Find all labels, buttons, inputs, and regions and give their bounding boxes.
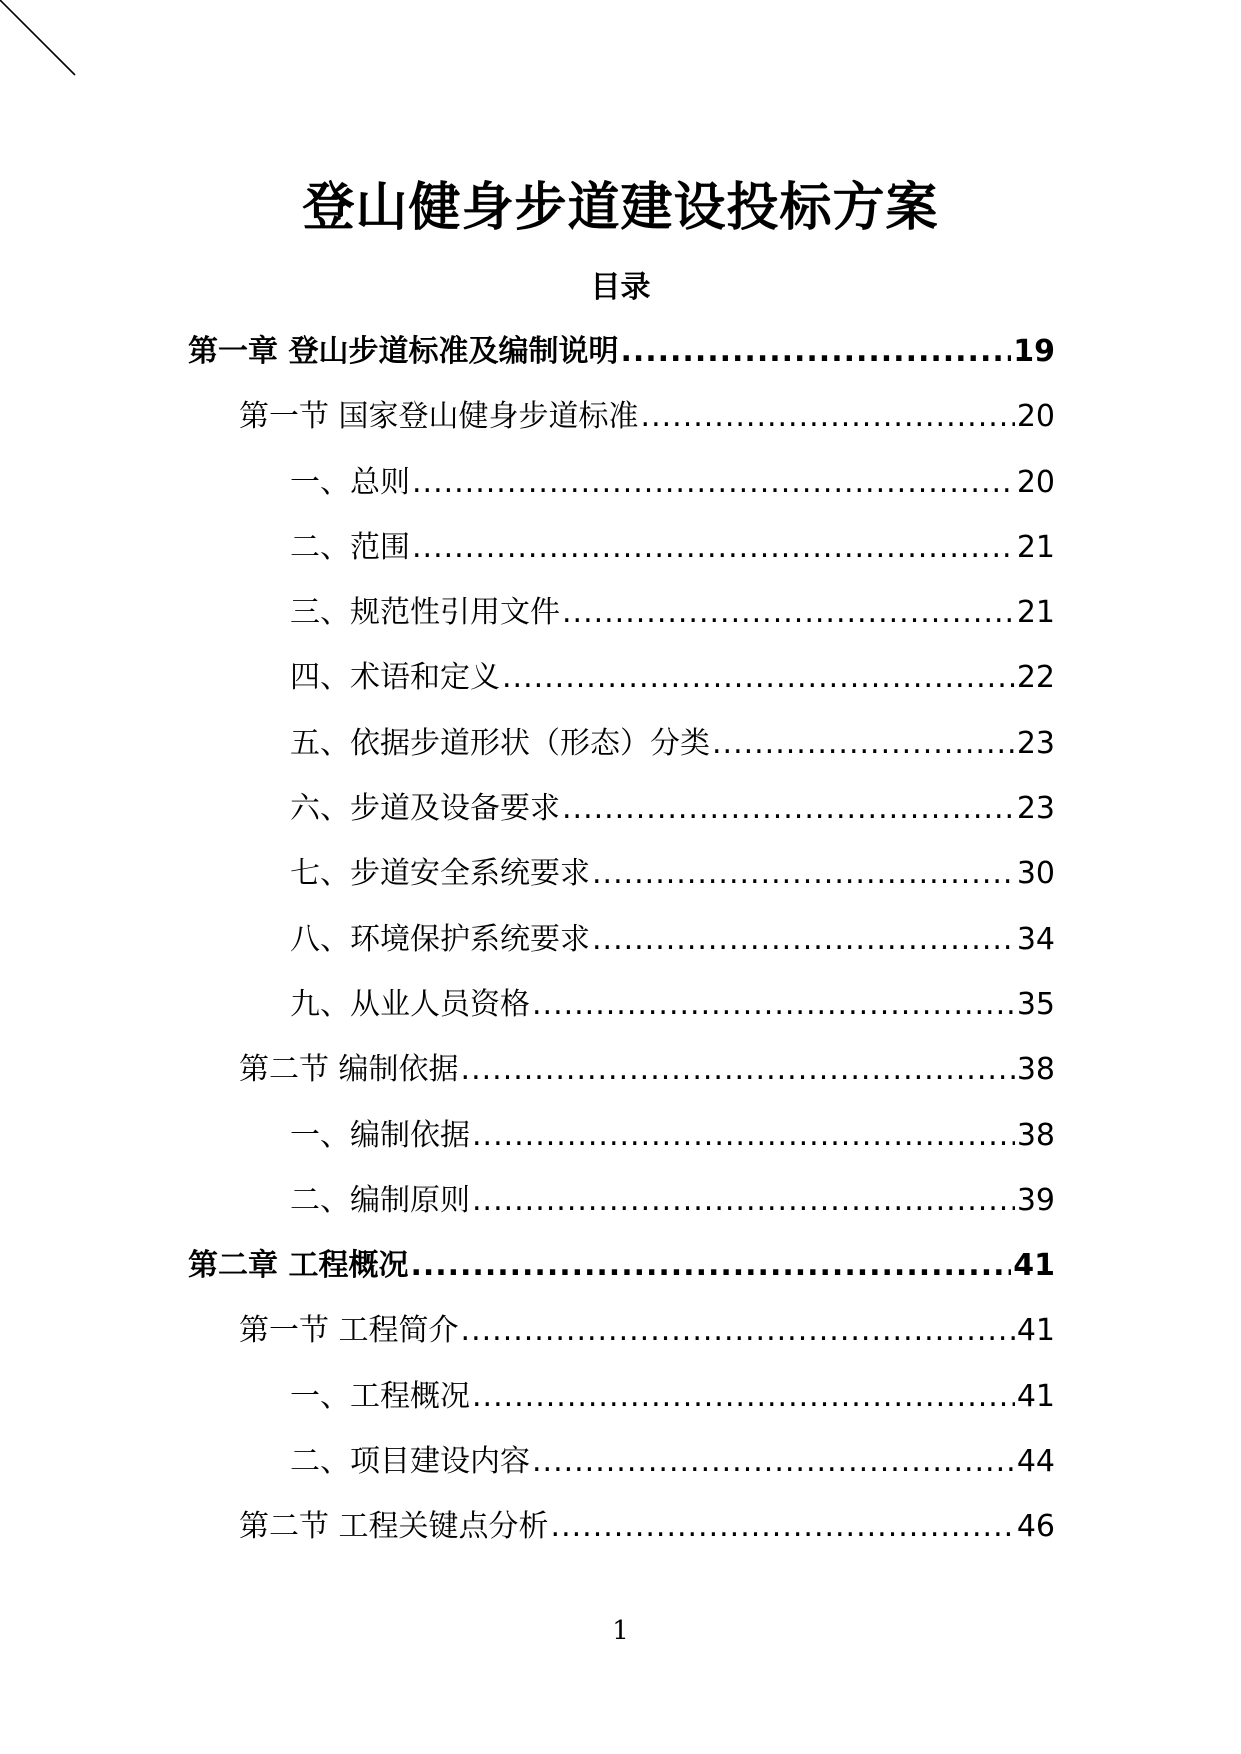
toc-heading: 目录	[590, 270, 651, 305]
toc-entry-page: 39	[1016, 1182, 1055, 1218]
toc-entry-title: 第二节 工程关键点分析	[239, 1509, 549, 1545]
toc-entry[interactable]	[188, 658, 1055, 723]
toc-entry-title: 第一章 登山步道标准及编制说明	[188, 334, 619, 369]
toc-entry-page: 46	[1016, 1509, 1055, 1545]
toc-dot-leader	[592, 854, 1015, 894]
toc-entry-page: 30	[1016, 856, 1055, 892]
toc-dot-leader	[412, 528, 1015, 568]
toc-dot-leader	[562, 789, 1015, 829]
toc-dot-leader	[412, 463, 1015, 503]
document-title: 登山健身步道建设投标方案	[302, 178, 939, 238]
toc-entry[interactable]	[188, 1507, 1055, 1572]
toc-dot-leader	[712, 724, 1015, 764]
toc-entry-page: 21	[1016, 595, 1055, 631]
toc-dot-leader	[620, 332, 1011, 372]
toc-entry-title: 九、从业人员资格	[290, 986, 530, 1022]
toc-dot-leader	[472, 1116, 1015, 1156]
toc-entry[interactable]	[188, 1246, 1055, 1311]
toc-entry-page: 22	[1016, 660, 1055, 696]
toc-entry-title: 七、步道安全系统要求	[290, 856, 590, 892]
toc-dot-leader	[502, 658, 1015, 698]
toc-dot-leader	[461, 1311, 1015, 1351]
toc-entry[interactable]	[188, 1050, 1055, 1115]
toc-entry-title: 二、项目建设内容	[290, 1444, 530, 1480]
toc-dot-leader	[562, 593, 1015, 633]
toc-entry-page: 38	[1016, 1117, 1055, 1153]
toc-entry-page: 23	[1016, 791, 1055, 827]
toc-entry-page: 41	[1013, 1248, 1055, 1284]
toc-entry[interactable]	[188, 985, 1055, 1050]
toc-entry-title: 第一节 国家登山健身步道标准	[239, 399, 639, 435]
toc-entry[interactable]	[188, 724, 1055, 789]
toc-entry-title: 八、环境保护系统要求	[290, 921, 590, 957]
toc-entry-title: 四、术语和定义	[290, 660, 500, 696]
toc-dot-leader	[551, 1507, 1015, 1547]
toc-entry-title: 二、编制原则	[290, 1182, 470, 1218]
toc-entry-title: 一、总则	[290, 464, 410, 500]
toc-entry-page: 35	[1016, 986, 1055, 1022]
toc-entry[interactable]	[188, 854, 1055, 919]
toc-entry[interactable]	[188, 789, 1055, 854]
toc-entry[interactable]	[188, 1116, 1055, 1181]
toc-entry-page: 21	[1016, 529, 1055, 565]
toc-entry-page: 19	[1013, 334, 1055, 369]
corner-crop-mark	[0, 0, 80, 80]
toc-entry[interactable]	[188, 1311, 1055, 1376]
toc-entry[interactable]	[188, 1181, 1055, 1246]
toc-entry-title: 第二章 工程概况	[188, 1248, 409, 1284]
toc-entry[interactable]	[188, 397, 1055, 462]
toc-dot-leader	[532, 985, 1015, 1025]
toc-dot-leader	[472, 1377, 1015, 1417]
toc-entry-title: 第二节 编制依据	[239, 1052, 459, 1088]
toc-entry[interactable]	[188, 1377, 1055, 1442]
table-of-contents	[188, 332, 1055, 1573]
toc-entry[interactable]	[188, 1442, 1055, 1507]
toc-entry-page: 20	[1016, 399, 1055, 435]
toc-entry-title: 一、工程概况	[290, 1378, 470, 1414]
toc-entry-page: 34	[1016, 921, 1055, 957]
toc-entry[interactable]	[188, 920, 1055, 985]
toc-entry-page: 44	[1016, 1444, 1055, 1480]
toc-entry-page: 20	[1016, 464, 1055, 500]
toc-entry-title: 三、规范性引用文件	[290, 595, 560, 631]
toc-entry-title: 一、编制依据	[290, 1117, 470, 1153]
toc-entry-title: 六、步道及设备要求	[290, 791, 560, 827]
toc-entry-title: 五、依据步道形状（形态）分类	[290, 725, 710, 761]
toc-dot-leader	[472, 1181, 1015, 1221]
toc-entry[interactable]	[188, 593, 1055, 658]
toc-dot-leader	[641, 397, 1015, 437]
toc-entry-title: 第一节 工程简介	[239, 1313, 459, 1349]
toc-dot-leader	[410, 1246, 1011, 1286]
toc-entry[interactable]	[188, 528, 1055, 593]
page-number: 1	[612, 1616, 629, 1646]
toc-entry[interactable]	[188, 332, 1055, 397]
toc-entry[interactable]	[188, 463, 1055, 528]
toc-entry-page: 41	[1016, 1313, 1055, 1349]
toc-entry-page: 38	[1016, 1052, 1055, 1088]
toc-dot-leader	[532, 1442, 1015, 1482]
toc-entry-page: 23	[1016, 725, 1055, 761]
toc-dot-leader	[461, 1050, 1015, 1090]
toc-entry-page: 41	[1016, 1378, 1055, 1414]
toc-dot-leader	[592, 920, 1015, 960]
toc-entry-title: 二、范围	[290, 529, 410, 565]
